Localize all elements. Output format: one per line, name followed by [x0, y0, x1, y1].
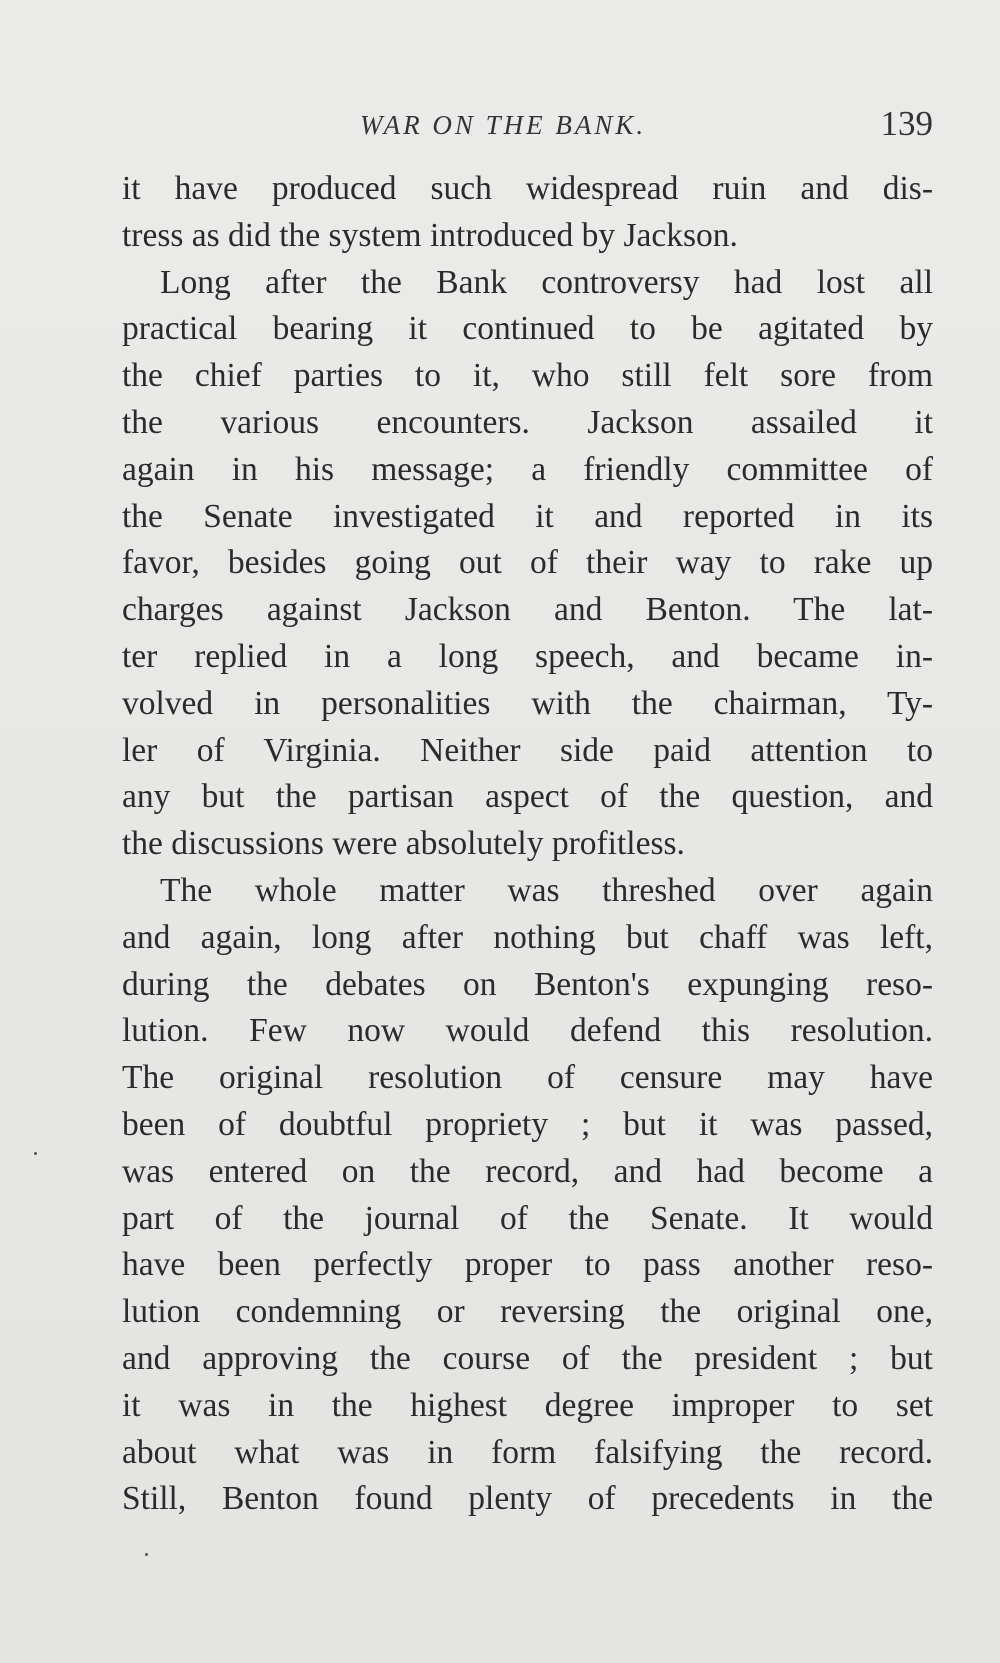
text-line: it was in the highest degree improper to set — [122, 1386, 933, 1424]
text-line: Long after the Bank controversy had lost all — [160, 263, 933, 301]
text-line: the Senate investigated it and reported in its — [122, 497, 933, 535]
text-line: volved in personalities with the chairman, Ty- — [122, 684, 933, 722]
text-line: tress as did the system introduced by Jackson. — [122, 216, 738, 254]
text-line: have been perfectly proper to pass another reso- — [122, 1246, 933, 1284]
text-line: ler of Virginia. Neither side paid attention to — [122, 731, 933, 769]
text-line: practical bearing it continued to be agitated by — [122, 310, 933, 348]
text-line: it have produced such widespread ruin and dis- — [122, 170, 933, 207]
text-line: the chief parties to it, who still felt sore from — [122, 357, 933, 395]
text-line: the various encounters. Jackson assailed it — [122, 403, 933, 441]
text-line: The original resolution of censure may have — [122, 1059, 933, 1097]
text-line: lution. Few now would defend this resolution. — [122, 1012, 933, 1050]
text-line: any but the partisan aspect of the question, and — [122, 778, 933, 816]
text-line: The whole matter was threshed over again — [160, 871, 933, 909]
body-text — [122, 166, 933, 1523]
text-line: during the debates on Benton's expunging reso- — [122, 965, 933, 1003]
running-title: WAR ON THE BANK. — [360, 110, 647, 140]
text-line: about what was in form falsifying the record. — [122, 1433, 933, 1471]
text-line: Still, Benton found plenty of precedents in the — [122, 1480, 933, 1518]
text-line: charges against Jackson and Benton. The lat- — [122, 591, 933, 629]
text-line: and again, long after nothing but chaff was left, — [122, 918, 933, 956]
text-line: and approving the course of the president ; but — [122, 1339, 933, 1377]
paper-speck — [34, 1152, 37, 1155]
text-line: was entered on the record, and had become a — [122, 1152, 933, 1190]
text-line: ter replied in a long speech, and became in- — [122, 637, 933, 675]
paper-speck — [145, 1553, 148, 1556]
running-head — [122, 104, 933, 150]
text-line: the discussions were absolutely profitless. — [122, 825, 685, 863]
text-line: again in his message; a friendly committee of — [122, 450, 933, 488]
text-line: part of the journal of the Senate. It would — [122, 1199, 933, 1237]
text-line: been of doubtful propriety ; but it was passed, — [122, 1105, 933, 1143]
text-line: favor, besides going out of their way to rake up — [122, 544, 933, 582]
text-line: lution condemning or reversing the original one, — [122, 1293, 933, 1331]
page-number: 139 — [880, 104, 933, 143]
